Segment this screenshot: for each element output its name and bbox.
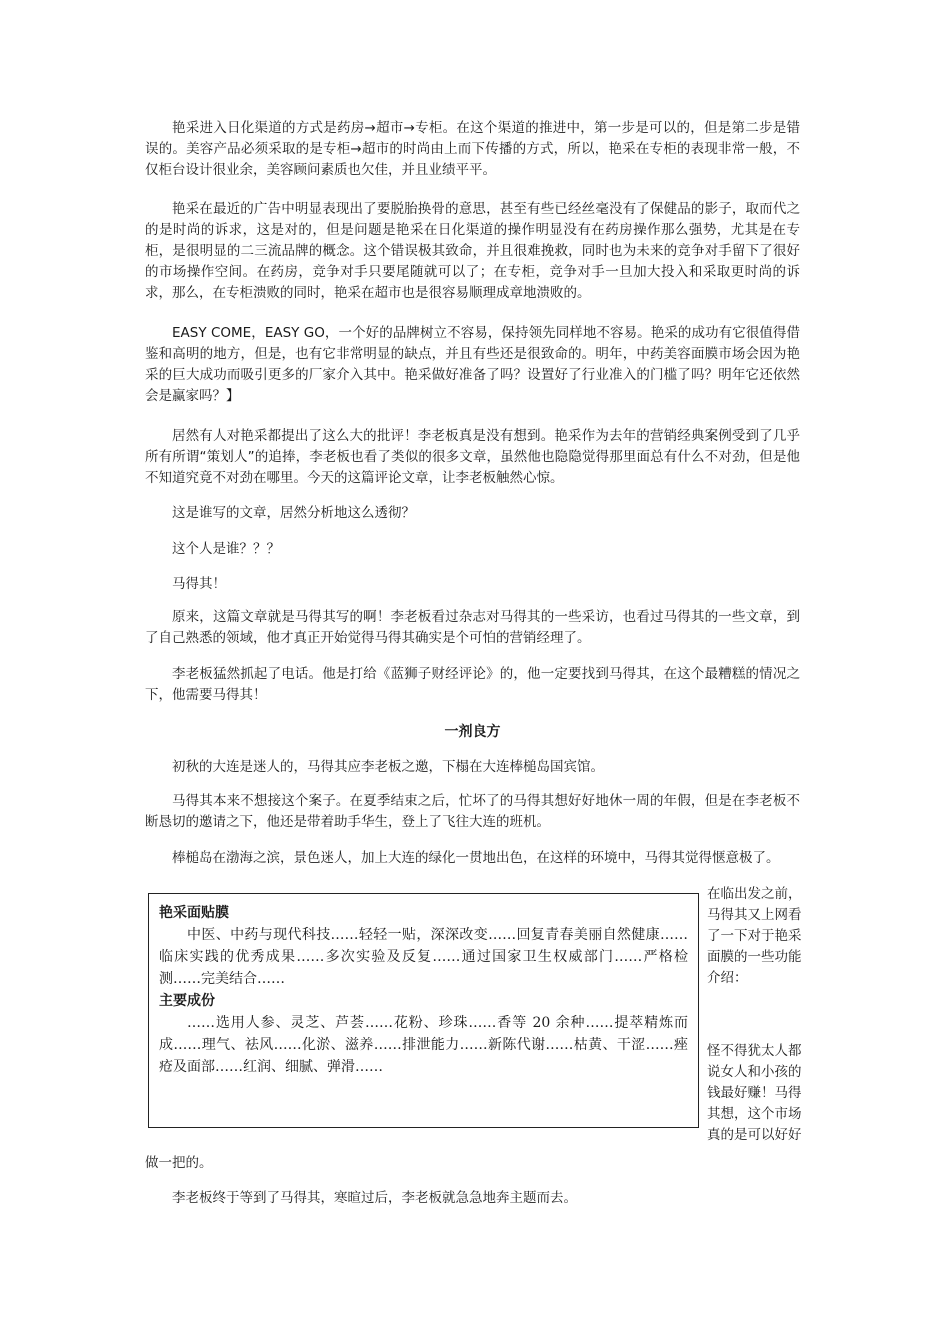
paragraph-7: 马得其！	[172, 576, 226, 592]
side-text-bottom: 怪不得犹太人都说女人和小孩的钱最好赚！马得其想，这个市场真的是可以好好	[707, 1043, 802, 1143]
box-body-product: 中医、中药与现代科技……轻轻一贴，深深改变……回复青春美丽自然健康……临床实践的优秀成果……多次实验及反复……通过国家卫生权威部门……严格检测……完美结合……	[159, 927, 688, 987]
last-paragraph: 李老板终于等到了马得其，寒暄过后，李老板就急急地奔主题而去。	[172, 1190, 577, 1206]
paragraph-9: 李老板猛然抓起了电话。他是打给《蓝狮子财经评论》的，他一定要找到马得其，在这个最糟糕的情况之下，他需要马得其！	[145, 666, 800, 703]
section-heading: 一剂良方	[444, 724, 501, 740]
paragraph-11: 马得其本来不想接这个案子。在夏季结束之后，忙坏了的马得其想好好地休一周的年假，但是在李老板不断恳切的邀请之下，他还是带着助手华生，登上了飞往大连的班机。	[145, 793, 800, 830]
box-title-product: 艳采面贴膜	[159, 905, 229, 921]
paragraph-4: 居然有人对艳采都提出了这么大的批评！李老板真是没有想到。艳采作为去年的营销经典案例受到了几乎所有所谓“策划人”的追捧，李老板也看了类似的很多文章，虽然他也隐隐觉得那里面总有什么不对劲，但是他不知道究竟不对劲在哪里。今天的这篇评论文章，让李老板触然心惊。	[145, 428, 800, 486]
paragraph-8: 原来，这篇文章就是马得其写的啊！李老板看过杂志对马得其的一些采访，也看过马得其的一些文章，到了自己熟悉的领域，他才真正开始觉得马得其确实是个可怕的营销经理了。	[145, 609, 800, 646]
after-box-text: 做一把的。	[145, 1155, 213, 1171]
paragraph-3: EASY COME，EASY GO，一个好的品牌树立不容易，保持领先同样地不容易。艳采的成功有它很值得借鉴和高明的地方，但是，也有它非常明显的缺点，并且有些还是很致命的。明年，中药美容面膜市场会因为艳采的巨大成功而吸引更多的厂家介入其中。艳采做好准备了吗？设置好了行业准入的门槛了吗？明年它还依然会是赢家吗？】	[145, 325, 800, 404]
paragraph-6: 这个人是谁？？？	[172, 541, 280, 557]
paragraph-1: 艳采进入日化渠道的方式是药房→超市→专柜。在这个渠道的推进中，第一步是可以的，但是第二步是错误的。美容产品必须采取的是专柜→超市的时尚由上而下传播的方式，所以，艳采在专柜的表现非常一般，不仅柜台设计很业余，美容顾问素质也欠佳，并且业绩平平。	[145, 120, 800, 178]
paragraph-5: 这是谁写的文章，居然分析地这么透彻？	[172, 505, 415, 521]
box-body-ingredients: ……选用人参、灵芝、芦荟……花粉、珍珠……香等 20 余种……提萃精炼而成……理气、祛风……化淤、滋养……排泄能力……新陈代谢……枯黄、干涩……痤疮及面部……红润、细腻、弹滑……	[159, 1015, 688, 1075]
product-info-box	[148, 893, 699, 1128]
paragraph-12: 棒槌岛在渤海之滨，景色迷人，加上大连的绿化一贯地出色，在这样的环境中，马得其觉得惬意极了。	[172, 850, 780, 866]
box-title-ingredients: 主要成份	[159, 993, 215, 1009]
paragraph-10: 初秋的大连是迷人的，马得其应李老板之邀，下榻在大连棒槌岛国宾馆。	[172, 759, 604, 775]
paragraph-2: 艳采在最近的广告中明显表现出了要脱胎换骨的意思，甚至有些已经丝毫没有了保健品的影子，取而代之的是时尚的诉求，这是对的，但是问题是艳采在日化渠道的操作明显没有在药房操作那么强势，尤其是在专柜，是很明显的二三流品牌的概念。这个错误极其致命，并且很难挽救，同时也为未来的竞争对手留下了很好的市场操作空间。在药房，竞争对手只要尾随就可以了；在专柜，竞争对手一旦加大投入和采取更时尚的诉求，那么，在专柜溃败的同时，艳采在超市也是很容易顺理成章地溃败的。	[145, 201, 800, 301]
side-text-top: 在临出发之前，马得其又上网看了一下对于艳采面膜的一些功能介绍：	[707, 886, 802, 986]
